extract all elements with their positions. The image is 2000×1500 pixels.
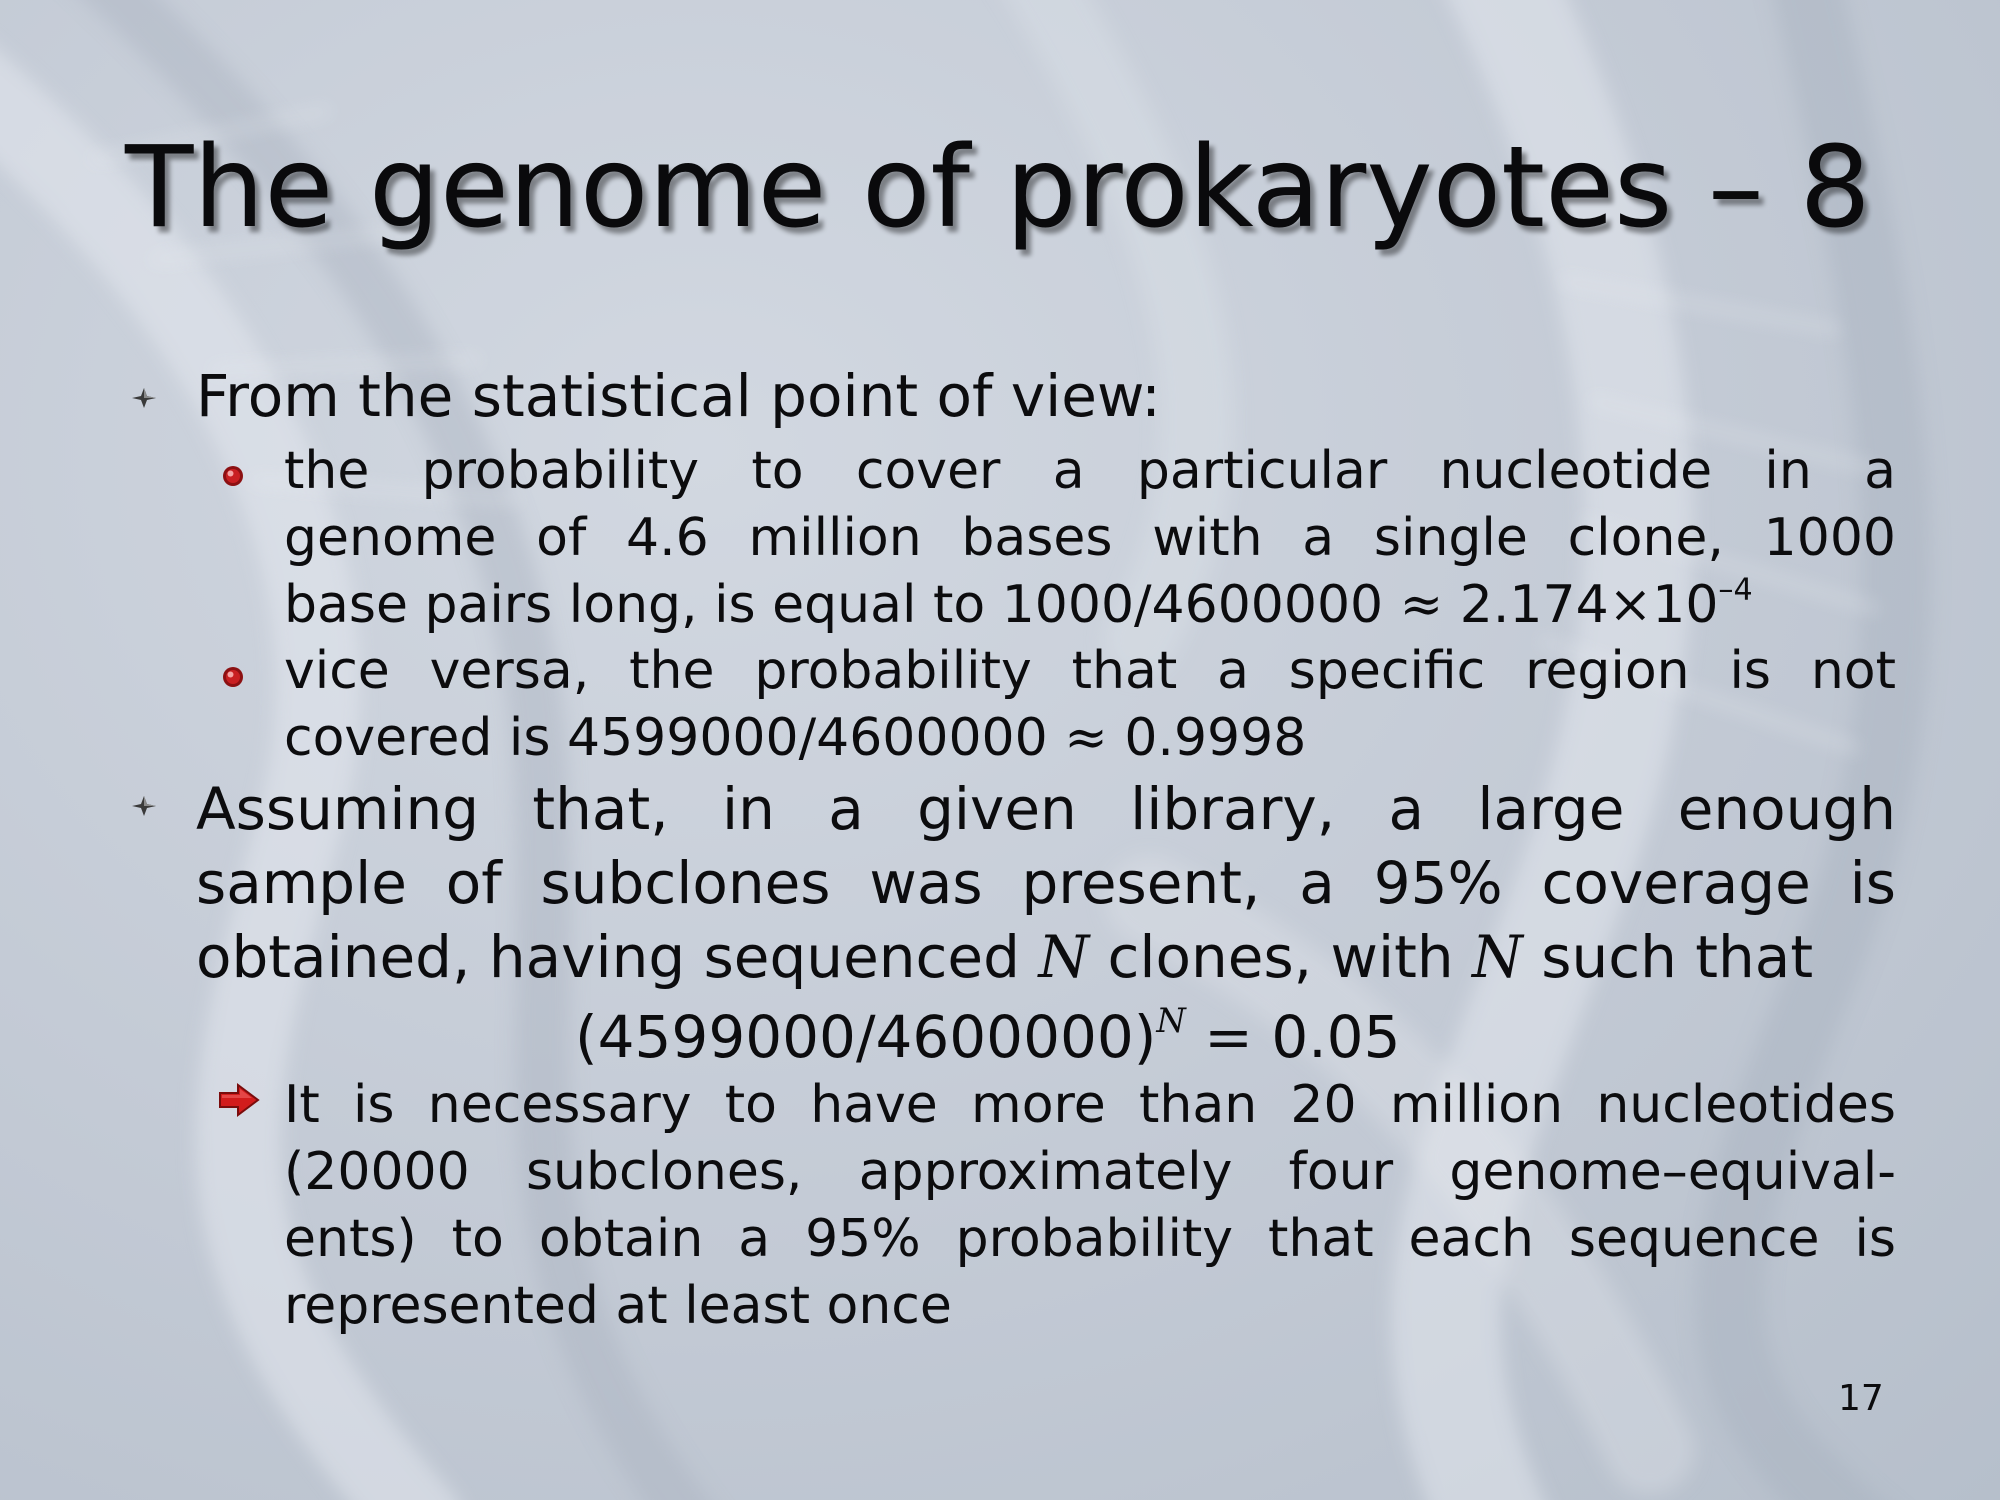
text-line: base pairs long, is equal to $1000/4600000 \approx 2.174\times 10^{-4}$ bbox=[284, 572, 1753, 635]
sub-bullet-coverage-probability bbox=[284, 438, 1896, 639]
bullet-statistical-view bbox=[196, 362, 1161, 430]
bullet-text: From the statistical point of view: bbox=[196, 362, 1161, 430]
formula-base: (4599000/4600000) bbox=[575, 1003, 1157, 1071]
text-line: covered is 4599000/4600000 ≈ 0.9998 bbox=[284, 708, 1307, 768]
text-line: It is necessary to have more than 20 million nucleotides bbox=[284, 1075, 1896, 1135]
page-number: 17 bbox=[1838, 1378, 1884, 1419]
variable-n: N bbox=[1038, 923, 1090, 991]
red-dot-bullet-icon bbox=[221, 665, 245, 689]
text-line: genome of 4.6 million bases with a single clone, 1000 bbox=[284, 508, 1896, 568]
star-bullet-icon bbox=[130, 794, 158, 818]
red-arrow-bullet-icon bbox=[218, 1083, 260, 1117]
not-covered-value: 0.9998 bbox=[1124, 708, 1307, 768]
red-dot-bullet-icon bbox=[221, 464, 245, 488]
text-line: Assuming that, in a given library, a large enough bbox=[196, 775, 1896, 843]
coverage-formula: $(4599000/4600000)^N = 0.05$ bbox=[575, 1000, 1401, 1071]
text-line: obtained, having sequenced N clones, with N such that bbox=[196, 923, 1814, 991]
text-line: represented at least once bbox=[284, 1276, 952, 1336]
conclusion-bullet bbox=[284, 1072, 1896, 1340]
text-line: the probability to cover a particular nucleotide in a bbox=[284, 441, 1896, 501]
variable-n: N bbox=[1472, 923, 1523, 991]
formula-result: 0.05 bbox=[1271, 1003, 1401, 1071]
star-bullet-icon bbox=[130, 386, 158, 410]
text-line: sample of subclones was present, a 95% coverage is bbox=[196, 849, 1896, 917]
text-line: (20000 subclones, approximately four genome–equival- bbox=[284, 1142, 1896, 1202]
probability-value: 2.174 bbox=[1459, 575, 1609, 635]
text-line: vice versa, the probability that a specific region is not bbox=[284, 641, 1896, 701]
bullet-assumption bbox=[196, 772, 1896, 994]
sub-bullet-not-covered bbox=[284, 638, 1896, 772]
text-line: ents) to obtain a 95% probability that each sequence is bbox=[284, 1209, 1896, 1269]
slide-title: The genome of prokaryotes – 8 bbox=[125, 123, 1871, 253]
formula-exponent: N bbox=[1156, 1000, 1186, 1040]
